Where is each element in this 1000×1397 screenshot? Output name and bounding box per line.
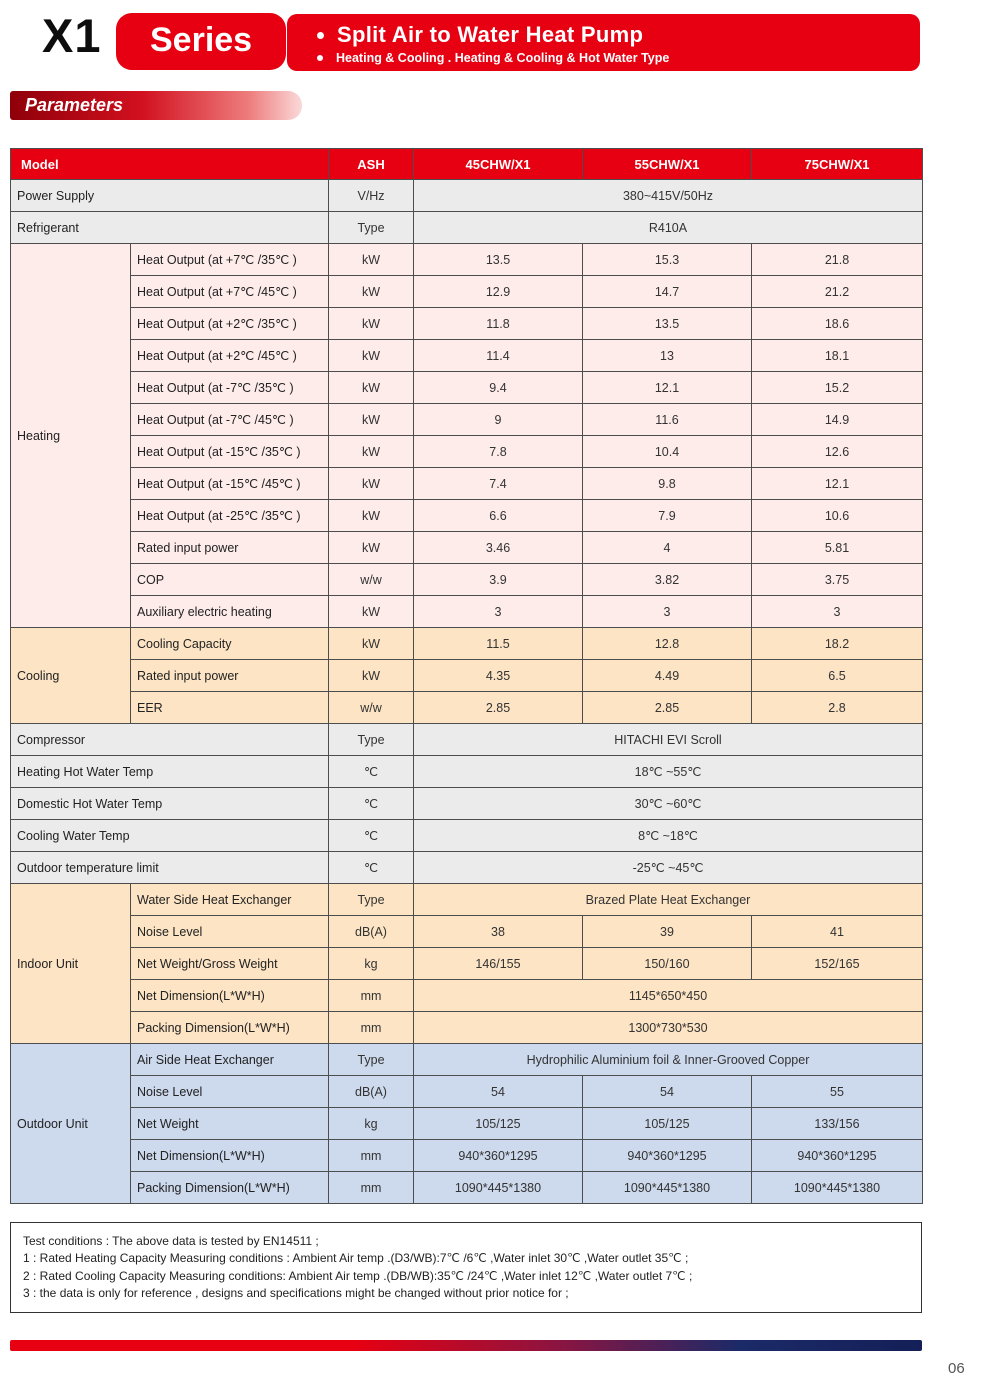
table-row xyxy=(11,756,923,788)
table-row xyxy=(11,564,923,596)
unit-cell: kg xyxy=(329,948,414,980)
unit-cell: dB(A) xyxy=(329,916,414,948)
spec-label-cell: Cooling Water Temp xyxy=(11,820,329,852)
table-row xyxy=(11,436,923,468)
unit-cell: kW xyxy=(329,308,414,340)
table-row xyxy=(11,692,923,724)
table-row xyxy=(11,404,923,436)
unit-cell: kW xyxy=(329,468,414,500)
header-model: Model xyxy=(11,149,329,180)
unit-cell: w/w xyxy=(329,564,414,596)
spec-label-cell: Water Side Heat Exchanger xyxy=(131,884,329,916)
spec-label-cell: Heat Output (at +7℃ /35℃ ) xyxy=(131,244,329,276)
table-header-row xyxy=(11,149,923,180)
table-row xyxy=(11,628,923,660)
table-row xyxy=(11,1012,923,1044)
table-row xyxy=(11,180,923,212)
banner-line-1 xyxy=(287,22,920,48)
value-cell: 10.4 xyxy=(583,436,752,468)
table-row xyxy=(11,1044,923,1076)
value-cell: 10.6 xyxy=(752,500,923,532)
spec-label-cell: Packing Dimension(L*W*H) xyxy=(131,1012,329,1044)
unit-cell: kW xyxy=(329,276,414,308)
value-cell: 7.9 xyxy=(583,500,752,532)
value-cell: Brazed Plate Heat Exchanger xyxy=(414,884,923,916)
section-title: Parameters xyxy=(25,95,124,115)
unit-cell: mm xyxy=(329,1172,414,1204)
value-cell: 2.85 xyxy=(583,692,752,724)
value-cell: 1300*730*530 xyxy=(414,1012,923,1044)
value-cell: 18.1 xyxy=(752,340,923,372)
table-row xyxy=(11,788,923,820)
value-cell: HITACHI EVI Scroll xyxy=(414,724,923,756)
spec-label-cell: Air Side Heat Exchanger xyxy=(131,1044,329,1076)
unit-cell: kW xyxy=(329,628,414,660)
unit-cell: ℃ xyxy=(329,756,414,788)
value-cell: 152/165 xyxy=(752,948,923,980)
table-row xyxy=(11,724,923,756)
value-cell: 380~415V/50Hz xyxy=(414,180,923,212)
value-cell: Hydrophilic Aluminium foil & Inner-Grooved Copper xyxy=(414,1044,923,1076)
spec-label-cell: Net Weight xyxy=(131,1108,329,1140)
value-cell: 146/155 xyxy=(414,948,583,980)
value-cell: 11.4 xyxy=(414,340,583,372)
value-cell: 105/125 xyxy=(414,1108,583,1140)
spec-label-cell: Noise Level xyxy=(131,1076,329,1108)
unit-cell: kW xyxy=(329,596,414,628)
table-row xyxy=(11,820,923,852)
unit-cell: mm xyxy=(329,1012,414,1044)
value-cell: 3 xyxy=(414,596,583,628)
header-model-45chw: 45CHW/X1 xyxy=(414,149,583,180)
spec-label-cell: Heat Output (at -15℃ /45℃ ) xyxy=(131,468,329,500)
value-cell: 105/125 xyxy=(583,1108,752,1140)
unit-cell: ℃ xyxy=(329,852,414,884)
spec-label-cell: Compressor xyxy=(11,724,329,756)
value-cell: 18.2 xyxy=(752,628,923,660)
value-cell: 3.9 xyxy=(414,564,583,596)
value-cell: 133/156 xyxy=(752,1108,923,1140)
unit-cell: Type xyxy=(329,884,414,916)
value-cell: 54 xyxy=(414,1076,583,1108)
value-cell: 12.1 xyxy=(583,372,752,404)
series-badge: Series xyxy=(116,13,286,70)
spec-label-cell: Outdoor temperature limit xyxy=(11,852,329,884)
table-row xyxy=(11,596,923,628)
value-cell: 11.5 xyxy=(414,628,583,660)
value-cell: 12.9 xyxy=(414,276,583,308)
value-cell: 1090*445*1380 xyxy=(414,1172,583,1204)
value-cell: 11.8 xyxy=(414,308,583,340)
spec-label-cell: Auxiliary electric heating xyxy=(131,596,329,628)
group-cell: Cooling xyxy=(11,628,131,724)
value-cell: -25℃ ~45℃ xyxy=(414,852,923,884)
unit-cell: kW xyxy=(329,436,414,468)
unit-cell: Type xyxy=(329,1044,414,1076)
spec-label-cell: Power Supply xyxy=(11,180,329,212)
value-cell: 2.8 xyxy=(752,692,923,724)
unit-cell: w/w xyxy=(329,692,414,724)
value-cell: 15.3 xyxy=(583,244,752,276)
table-row xyxy=(11,660,923,692)
unit-cell: V/Hz xyxy=(329,180,414,212)
value-cell: 3.82 xyxy=(583,564,752,596)
value-cell: 14.9 xyxy=(752,404,923,436)
spec-label-cell: Heating Hot Water Temp xyxy=(11,756,329,788)
spec-label-cell: Noise Level xyxy=(131,916,329,948)
section-title-ribbon xyxy=(10,91,302,120)
table-row xyxy=(11,884,923,916)
bullet-icon xyxy=(317,32,324,39)
header-model-75chw: 75CHW/X1 xyxy=(752,149,923,180)
unit-cell: dB(A) xyxy=(329,1076,414,1108)
table-row xyxy=(11,980,923,1012)
note-line: 3 : the data is only for reference , designs and specifications might be changed without prior notice for ; xyxy=(23,1286,569,1301)
value-cell: 21.2 xyxy=(752,276,923,308)
note-line: 1 : Rated Heating Capacity Measuring conditions : Ambient Air temp .(D3/WB):7℃ /6℃ ,Water inlet 30℃ ,Water outlet 35℃ ; xyxy=(23,1251,689,1266)
table-row xyxy=(11,500,923,532)
table-row xyxy=(11,948,923,980)
group-cell: Outdoor Unit xyxy=(11,1044,131,1204)
table-row xyxy=(11,1172,923,1204)
banner-line-2 xyxy=(287,51,920,65)
unit-cell: mm xyxy=(329,1140,414,1172)
group-cell: Indoor Unit xyxy=(11,884,131,1044)
unit-cell: Type xyxy=(329,724,414,756)
value-cell: 30℃ ~60℃ xyxy=(414,788,923,820)
spec-label-cell: Rated input power xyxy=(131,532,329,564)
spec-label-cell: Heat Output (at -25℃ /35℃ ) xyxy=(131,500,329,532)
value-cell: 13 xyxy=(583,340,752,372)
value-cell: 18℃ ~55℃ xyxy=(414,756,923,788)
value-cell: 2.85 xyxy=(414,692,583,724)
value-cell: 11.6 xyxy=(583,404,752,436)
spec-label-cell: Rated input power xyxy=(131,660,329,692)
unit-cell: kW xyxy=(329,500,414,532)
spec-label-cell: COP xyxy=(131,564,329,596)
value-cell: R410A xyxy=(414,212,923,244)
value-cell: 940*360*1295 xyxy=(752,1140,923,1172)
table-row xyxy=(11,1140,923,1172)
unit-cell: kW xyxy=(329,532,414,564)
value-cell: 12.6 xyxy=(752,436,923,468)
table-row xyxy=(11,468,923,500)
value-cell: 38 xyxy=(414,916,583,948)
value-cell: 1090*445*1380 xyxy=(752,1172,923,1204)
spec-label-cell: Net Weight/Gross Weight xyxy=(131,948,329,980)
spec-label-cell: Heat Output (at +2℃ /45℃ ) xyxy=(131,340,329,372)
value-cell: 7.8 xyxy=(414,436,583,468)
header-model-55chw: 55CHW/X1 xyxy=(583,149,752,180)
spec-label-cell: Heat Output (at -15℃ /35℃ ) xyxy=(131,436,329,468)
value-cell: 15.2 xyxy=(752,372,923,404)
unit-cell: ℃ xyxy=(329,788,414,820)
value-cell: 3 xyxy=(583,596,752,628)
value-cell: 5.81 xyxy=(752,532,923,564)
spec-label-cell: Heat Output (at +2℃ /35℃ ) xyxy=(131,308,329,340)
value-cell: 1090*445*1380 xyxy=(583,1172,752,1204)
value-cell: 9 xyxy=(414,404,583,436)
value-cell: 3 xyxy=(752,596,923,628)
spec-label-cell: Refrigerant xyxy=(11,212,329,244)
group-cell: Heating xyxy=(11,244,131,628)
value-cell: 9.4 xyxy=(414,372,583,404)
spec-label-cell: Heat Output (at -7℃ /35℃ ) xyxy=(131,372,329,404)
unit-cell: kW xyxy=(329,660,414,692)
value-cell: 4 xyxy=(583,532,752,564)
spec-label-cell: Cooling Capacity xyxy=(131,628,329,660)
value-cell: 14.7 xyxy=(583,276,752,308)
value-cell: 6.6 xyxy=(414,500,583,532)
table-row xyxy=(11,1076,923,1108)
table-row xyxy=(11,276,923,308)
value-cell: 4.49 xyxy=(583,660,752,692)
value-cell: 13.5 xyxy=(414,244,583,276)
value-cell: 6.5 xyxy=(752,660,923,692)
value-cell: 4.35 xyxy=(414,660,583,692)
table-row xyxy=(11,340,923,372)
value-cell: 12.1 xyxy=(752,468,923,500)
value-cell: 18.6 xyxy=(752,308,923,340)
spec-label-cell: Net Dimension(L*W*H) xyxy=(131,980,329,1012)
table-row xyxy=(11,244,923,276)
table-body xyxy=(11,180,923,1204)
series-prefix: X1 xyxy=(42,9,102,62)
note-line: 2 : Rated Cooling Capacity Measuring conditions: Ambient Air temp .(DB/WB):35℃ /24℃ ,Water inlet 12℃ ,Water outlet 7℃ ; xyxy=(23,1268,693,1283)
note-line: Test conditions : The above data is tested by EN14511 ; xyxy=(23,1234,319,1248)
spec-label-cell: Packing Dimension(L*W*H) xyxy=(131,1172,329,1204)
table-row xyxy=(11,852,923,884)
value-cell: 7.4 xyxy=(414,468,583,500)
header-unit: ASH xyxy=(329,149,414,180)
unit-cell: ℃ xyxy=(329,820,414,852)
spec-label-cell: Net Dimension(L*W*H) xyxy=(131,1140,329,1172)
value-cell: 55 xyxy=(752,1076,923,1108)
unit-cell: Type xyxy=(329,212,414,244)
value-cell: 3.75 xyxy=(752,564,923,596)
table-row xyxy=(11,1108,923,1140)
value-cell: 9.8 xyxy=(583,468,752,500)
test-conditions-notes xyxy=(10,1222,922,1313)
unit-cell: kW xyxy=(329,340,414,372)
spec-label-cell: Heat Output (at -7℃ /45℃ ) xyxy=(131,404,329,436)
value-cell: 12.8 xyxy=(583,628,752,660)
value-cell: 940*360*1295 xyxy=(414,1140,583,1172)
value-cell: 21.8 xyxy=(752,244,923,276)
unit-cell: kW xyxy=(329,372,414,404)
value-cell: 54 xyxy=(583,1076,752,1108)
table-row xyxy=(11,308,923,340)
bullet-icon xyxy=(317,55,323,61)
value-cell: 3.46 xyxy=(414,532,583,564)
value-cell: 13.5 xyxy=(583,308,752,340)
unit-cell: kW xyxy=(329,244,414,276)
spec-label-cell: Heat Output (at +7℃ /45℃ ) xyxy=(131,276,329,308)
spec-label-cell: EER xyxy=(131,692,329,724)
table-row xyxy=(11,532,923,564)
spec-label-cell: Domestic Hot Water Temp xyxy=(11,788,329,820)
banner-title: Split Air to Water Heat Pump xyxy=(337,22,644,47)
footer-accent-bar xyxy=(10,1340,922,1351)
value-cell: 39 xyxy=(583,916,752,948)
table-row xyxy=(11,916,923,948)
banner-subtitle: Heating & Cooling . Heating & Cooling & Hot Water Type xyxy=(336,51,670,65)
value-cell: 150/160 xyxy=(583,948,752,980)
table-row xyxy=(11,212,923,244)
page-number: 06 xyxy=(948,1360,965,1377)
value-cell: 8℃ ~18℃ xyxy=(414,820,923,852)
value-cell: 41 xyxy=(752,916,923,948)
table-row xyxy=(11,372,923,404)
unit-cell: kg xyxy=(329,1108,414,1140)
product-banner xyxy=(287,14,920,71)
parameters-table xyxy=(10,148,923,1204)
unit-cell: kW xyxy=(329,404,414,436)
value-cell: 940*360*1295 xyxy=(583,1140,752,1172)
unit-cell: mm xyxy=(329,980,414,1012)
value-cell: 1145*650*450 xyxy=(414,980,923,1012)
